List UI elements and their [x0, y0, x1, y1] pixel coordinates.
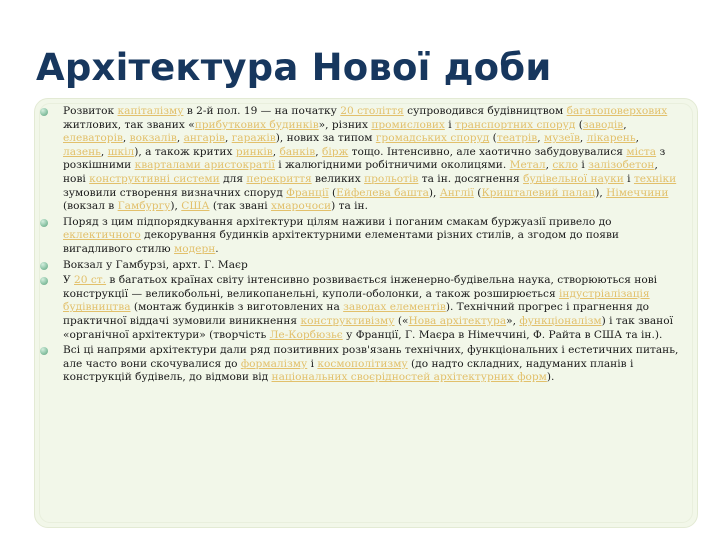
- bullet-text: (вокзал в: [63, 200, 118, 213]
- bullet-text: і: [623, 172, 634, 185]
- hyperlink[interactable]: багатоповерхових: [566, 105, 668, 117]
- hyperlink[interactable]: прибуткових будинків: [194, 118, 319, 131]
- hyperlink[interactable]: формалізму: [240, 357, 308, 370]
- bullet-text: ,: [537, 132, 545, 145]
- hyperlink[interactable]: 20 століття: [340, 105, 404, 117]
- content-box: [34, 98, 698, 528]
- bullet-text: в багатьох країнах світу інтенсивно розвивається інженерно-будівельна наука, створюються нові конструкції — великобольні, великопанельні, куполи-оболонки, а також розширюється: [63, 274, 658, 300]
- hyperlink[interactable]: гаражів: [231, 132, 276, 145]
- hyperlink[interactable]: міста: [626, 145, 657, 158]
- hyperlink[interactable]: театрів: [496, 132, 538, 145]
- bullet-dot-icon: [40, 108, 48, 116]
- bullet-text: житлових, так званих «: [63, 118, 195, 131]
- bullet-text: Розвиток: [63, 105, 118, 117]
- bullet-text: , нові: [63, 159, 658, 185]
- hyperlink[interactable]: конструктивізму: [300, 314, 395, 327]
- bullet-text: ,: [623, 118, 627, 131]
- bullet-text: ,: [176, 132, 184, 145]
- hyperlink[interactable]: Франції: [286, 186, 329, 199]
- hyperlink[interactable]: функціоналізм: [519, 314, 602, 327]
- bullet-text: ),: [170, 200, 182, 213]
- hyperlink[interactable]: банків: [279, 145, 316, 158]
- hyperlink[interactable]: бірж: [321, 145, 349, 158]
- bullet-text: (: [473, 186, 482, 199]
- bullet-text: і жалюгідними робітничими околицями.: [274, 159, 510, 172]
- bullet-text: декорування будинків архітектурними елементами різних стилів, а згодом до появи вигадливого стилю: [63, 229, 619, 255]
- bullet-text: ,: [635, 132, 639, 145]
- bullet-text: (так звані: [209, 200, 272, 213]
- hyperlink[interactable]: хмарочоси: [271, 200, 332, 213]
- hyperlink[interactable]: прольотів: [364, 172, 419, 185]
- hyperlink[interactable]: скло: [552, 159, 579, 172]
- hyperlink[interactable]: капіталізму: [117, 105, 184, 117]
- bullet-text: ,: [272, 145, 280, 158]
- hyperlink[interactable]: індустріалізація будівництва: [63, 287, 650, 314]
- hyperlink[interactable]: залізобетон: [588, 159, 655, 172]
- bullet-text: у Франції, Г. Маєра в Німеччині, Ф. Райта в США та ін.).: [342, 328, 663, 341]
- hyperlink[interactable]: кварталами аристократії: [134, 159, 275, 172]
- bullet-text: зумовили створення визначних споруд: [63, 186, 287, 199]
- bullet-text: («: [394, 314, 409, 327]
- bullet-text: та ін. досягнення: [418, 172, 524, 185]
- bullet-text: (: [328, 186, 337, 199]
- bullet-text: ,: [579, 132, 587, 145]
- bullet-text: ).: [546, 371, 555, 384]
- bullet-text: ). Технічний прогрес і прагнення до практичної віддачі зумовили виникнення: [63, 301, 649, 327]
- bullet-text: ,: [122, 132, 130, 145]
- hyperlink[interactable]: перекриття: [246, 172, 312, 185]
- bullet-text: ) та ін.: [331, 200, 368, 213]
- bullet-text: з розкішними: [63, 145, 666, 172]
- bullet-text: ,: [224, 132, 232, 145]
- hyperlink[interactable]: ангарів: [183, 132, 225, 145]
- bullet-text: (: [489, 132, 497, 145]
- hyperlink[interactable]: Англії: [439, 186, 474, 199]
- hyperlink[interactable]: конструктивні системи: [89, 172, 220, 185]
- hyperlink[interactable]: космополітизму: [317, 357, 408, 370]
- bullet-text: ,: [100, 145, 108, 158]
- hyperlink[interactable]: Кришталевий палац: [481, 186, 596, 199]
- bullet-text: супроводився будівництвом: [403, 105, 567, 117]
- bullet-text: ), а також критих: [134, 145, 236, 158]
- bullet-dot-icon: [40, 277, 48, 285]
- bullet-item: [35, 105, 699, 214]
- bullet-text: Вокзал у Гамбурзі, архт. Г. Маєр: [63, 258, 248, 271]
- hyperlink[interactable]: Метал: [509, 159, 546, 172]
- bullet-text: Всі ці напрями архітектури дали ряд позитивних розв'язань технічних, функціональних і естетичних питань, але часто вони скочувалися до: [63, 344, 679, 370]
- hyperlink[interactable]: еклектичного: [63, 229, 141, 242]
- hyperlink[interactable]: будівельної науки: [523, 172, 624, 185]
- bullet-text: (монтаж будинків з виготовлених на: [130, 301, 344, 314]
- bullet-text: ),: [428, 186, 440, 199]
- bullet-dot-icon: [40, 219, 48, 227]
- hyperlink[interactable]: шкіл: [107, 145, 135, 158]
- hyperlink[interactable]: 20 ст.: [74, 274, 107, 287]
- hyperlink[interactable]: промислових: [371, 118, 445, 131]
- bullet-dot-icon: [40, 347, 48, 355]
- bullet-text: (: [575, 118, 583, 131]
- hyperlink[interactable]: лікарень: [586, 132, 636, 145]
- bullet-text: і: [307, 357, 318, 370]
- hyperlink[interactable]: техніки: [633, 172, 677, 185]
- hyperlink[interactable]: Ле-Корбюзьє: [269, 328, 343, 341]
- hyperlink[interactable]: Ейфелева башта: [336, 186, 429, 199]
- hyperlink[interactable]: модерн: [174, 242, 216, 255]
- bullet-dot-icon: [40, 262, 48, 270]
- hyperlink[interactable]: ринків: [235, 145, 273, 158]
- hyperlink[interactable]: заводів: [582, 118, 624, 131]
- bullet-text: тощо. Інтенсивно, але хаотично забудовувалися: [348, 145, 627, 158]
- hyperlink[interactable]: елеваторів: [63, 132, 123, 145]
- hyperlink[interactable]: США: [181, 200, 210, 213]
- bullet-text: і: [578, 159, 589, 172]
- hyperlink[interactable]: громадських споруд: [375, 132, 490, 145]
- bullet-item: [35, 344, 699, 385]
- bullet-text: ,: [545, 159, 553, 172]
- bullet-item: [35, 259, 699, 273]
- bullet-text: »,: [506, 314, 520, 327]
- hyperlink[interactable]: лазень: [63, 145, 101, 158]
- bullet-text: (до надто складних, надуманих планів і конструкцій будівель, до відмови від: [63, 357, 634, 384]
- bullet-text: Поряд з цим підпорядкування архітектури цілям наживи і поганим смакам буржуазії привело до: [63, 215, 612, 228]
- hyperlink[interactable]: Німеччини: [606, 186, 669, 199]
- bullet-text: великих: [311, 172, 365, 185]
- bullet-text: », різних: [318, 118, 372, 131]
- bullet-text: в 2-й пол. 19 — на початку: [183, 105, 341, 117]
- bullet-item: [35, 274, 699, 342]
- bullet-text: ,: [315, 145, 322, 158]
- bullet-text: .: [215, 242, 219, 255]
- slide-title: Архітектура Нової доби: [36, 46, 552, 89]
- bullet-item: [35, 216, 699, 257]
- hyperlink[interactable]: Гамбургу: [117, 200, 171, 213]
- bullet-text: ),: [595, 186, 607, 199]
- hyperlink[interactable]: вокзалів: [129, 132, 177, 145]
- hyperlink[interactable]: національних своєрідностей архітектурних форм: [271, 371, 547, 384]
- hyperlink[interactable]: Нова архітектура: [408, 314, 507, 327]
- hyperlink[interactable]: транспортних споруд: [455, 118, 576, 131]
- bullet-list: [35, 105, 699, 387]
- bullet-text: ) і так званої «органічної архітектури» (творчість: [63, 314, 673, 341]
- bullet-text: У: [63, 274, 75, 287]
- hyperlink[interactable]: заводах елементів: [343, 301, 446, 314]
- bullet-text: ), нових за типом: [275, 132, 376, 145]
- hyperlink[interactable]: музеїв: [544, 132, 580, 145]
- bullet-text: для: [219, 172, 247, 185]
- bullet-text: і: [444, 118, 455, 131]
